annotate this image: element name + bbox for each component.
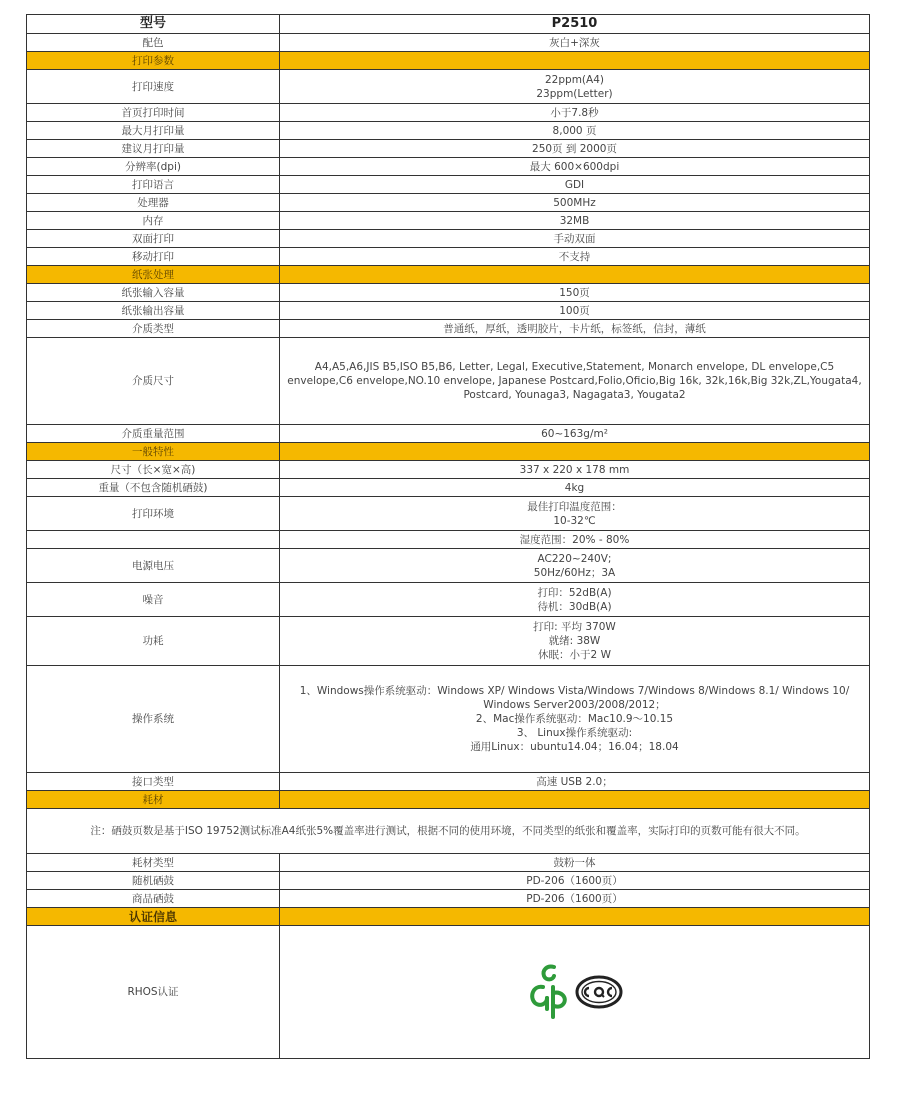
spec-value (280, 497, 870, 531)
spec-row (27, 302, 870, 320)
section-filler (280, 266, 870, 284)
spec-value-line: 2、Mac操作系统驱动：Mac10.9～10.15 (475, 713, 674, 725)
spec-row (27, 890, 870, 908)
spec-value-line: 3、 Linux操作系统驱动: (516, 727, 633, 739)
spec-value (280, 122, 870, 140)
spec-value-line: 4kg (564, 481, 585, 494)
spec-row (27, 666, 870, 773)
spec-label: 耗材类型 (27, 854, 280, 872)
spec-row (27, 531, 870, 549)
spec-label: 介质重量范围 (27, 425, 280, 443)
spec-label: 处理器 (27, 194, 280, 212)
spec-row (27, 549, 870, 583)
spec-value (280, 425, 870, 443)
spec-row (27, 284, 870, 302)
spec-row (27, 104, 870, 122)
spec-value-line: 高速 USB 2.0； (536, 775, 613, 788)
spec-label: 介质类型 (27, 320, 280, 338)
china-environmental-label-icon (527, 963, 571, 1021)
spec-value-line: 打印：52dB(A) (537, 586, 612, 599)
spec-row (27, 320, 870, 338)
spec-label: 最大月打印量 (27, 122, 280, 140)
spec-row (27, 338, 870, 425)
section-title: 打印参数 (27, 52, 280, 70)
spec-label: 双面打印 (27, 230, 280, 248)
spec-value (280, 248, 870, 266)
spec-row (27, 461, 870, 479)
cert-logo-group (286, 963, 863, 1021)
spec-value (280, 872, 870, 890)
spec-row (27, 194, 870, 212)
spec-value-line: 鼓粉一体 (553, 856, 596, 869)
spec-row (27, 583, 870, 617)
spec-row (27, 230, 870, 248)
spec-value (280, 666, 870, 773)
spec-value (280, 549, 870, 583)
spec-value-line: 湿度范围：20% - 80% (519, 533, 630, 546)
spec-value-line: AC220~240V; (537, 552, 612, 565)
spec-label: 商品硒鼓 (27, 890, 280, 908)
spec-table (26, 14, 870, 1059)
section-filler (280, 791, 870, 809)
spec-value (280, 34, 870, 52)
spec-value-line: 150页 (559, 286, 590, 299)
spec-value-line: 250页 到 2000页 (532, 142, 617, 155)
spec-row (27, 158, 870, 176)
spec-label: 纸张输出容量 (27, 302, 280, 320)
section-header-row (27, 443, 870, 461)
header-row (27, 15, 870, 34)
section-filler (280, 908, 870, 926)
spec-label: 打印环境 (27, 497, 280, 531)
spec-row (27, 617, 870, 666)
spec-label: 打印速度 (27, 70, 280, 104)
header-label: 型号 (27, 15, 280, 34)
section-header-row (27, 266, 870, 284)
spec-label: 接口类型 (27, 773, 280, 791)
spec-label: 配色 (27, 34, 280, 52)
spec-value (280, 284, 870, 302)
spec-value-line: 打印: 平均 370W (533, 621, 616, 633)
section-header-row (27, 791, 870, 809)
cert-logos (280, 926, 870, 1059)
spec-value-line: PD-206（1600页） (526, 874, 623, 887)
section-filler (280, 443, 870, 461)
spec-value-line: 最大 600×600dpi (529, 160, 620, 173)
section-header-row (27, 52, 870, 70)
spec-value-line: 通用Linux：ubuntu14.04；16.04；18.04 (470, 741, 679, 753)
spec-label: 噪音 (27, 583, 280, 617)
spec-row (27, 425, 870, 443)
spec-value (280, 212, 870, 230)
spec-value-line: 100页 (559, 304, 590, 317)
spec-value (280, 176, 870, 194)
spec-row (27, 248, 870, 266)
spec-value-line: 10-32℃ (553, 514, 596, 527)
spec-value-line: 32MB (559, 214, 590, 227)
spec-value (280, 854, 870, 872)
spec-label: 重量（不包含随机硒鼓) (27, 479, 280, 497)
spec-label: 首页打印时间 (27, 104, 280, 122)
spec-value-line: 50Hz/60Hz；3A (533, 566, 616, 579)
section-filler (280, 52, 870, 70)
spec-table-body (27, 15, 870, 1059)
spec-value-line: 灰白+深灰 (549, 36, 600, 49)
section-title: 认证信息 (27, 908, 280, 926)
spec-value (280, 70, 870, 104)
spec-value-line: 小于7.8秒 (550, 106, 599, 119)
spec-label: 操作系统 (27, 666, 280, 773)
spec-value-line: 60~163g/m² (541, 427, 608, 440)
spec-label: 电源电压 (27, 549, 280, 583)
spec-value-line: 8,000 页 (552, 124, 597, 137)
spec-label: 功耗 (27, 617, 280, 666)
spec-value (280, 302, 870, 320)
section-header-row (27, 908, 870, 926)
spec-value (280, 479, 870, 497)
spec-value-line: 待机：30dB(A) (537, 600, 612, 613)
spec-row (27, 212, 870, 230)
spec-value (280, 104, 870, 122)
spec-row (27, 34, 870, 52)
spec-value (280, 617, 870, 666)
spec-label: 分辨率(dpi) (27, 158, 280, 176)
spec-value (280, 320, 870, 338)
spec-value-line: 普通纸，厚纸，透明胶片，卡片纸，标签纸，信封，薄纸 (443, 322, 706, 335)
spec-value-line: 500MHz (553, 196, 596, 209)
spec-value-line: 就绪: 38W (548, 635, 601, 647)
spec-value-line: PD-206（1600页） (526, 892, 623, 905)
section-title: 一般特性 (27, 443, 280, 461)
spec-row (27, 773, 870, 791)
note-row (27, 809, 870, 854)
spec-label: 打印语言 (27, 176, 280, 194)
note-text: 注：硒鼓页数是基于ISO 19752测试标准A4纸张5%覆盖率进行测试，根据不同的使用环境，不同类型的纸张和覆盖率，实际打印的页数可能有很大不同。 (27, 809, 870, 854)
spec-value (280, 158, 870, 176)
spec-value-line: 1、Windows操作系统驱动：Windows XP/ Windows Vista/Windows 7/Windows 8/Windows 8.1/ Windows 10/ Windows Server2003/2008/2012； (299, 685, 850, 711)
section-title: 耗材 (27, 791, 280, 809)
spec-row (27, 176, 870, 194)
spec-label: 移动打印 (27, 248, 280, 266)
spec-value-line: GDI (564, 178, 585, 191)
spec-value-line: 22ppm(A4) (545, 73, 604, 86)
spec-value-line: 手动双面 (553, 232, 596, 245)
spec-label: 尺寸（长×宽×高) (27, 461, 280, 479)
spec-label: 建议月打印量 (27, 140, 280, 158)
spec-value (280, 140, 870, 158)
spec-row (27, 140, 870, 158)
spec-value (280, 461, 870, 479)
spec-value-line: 不支持 (558, 250, 591, 263)
spec-value-line: 23ppm(Letter) (536, 87, 613, 100)
spec-value-line: 337 x 220 x 178 mm (519, 463, 630, 476)
spec-value (280, 531, 870, 549)
spec-label (27, 531, 280, 549)
spec-row (27, 854, 870, 872)
spec-value-line: A4,A5,A6,JIS B5,ISO B5,B6, Letter, Legal, Executive,Statement, Monarch envelope, DL envelope,C5 envelope,C6 envelope,NO.10 envelope, Japanese Postcard,Folio,Oficio,Big 16k, 32k,16k,Big 32k,ZL,Yougata4, Postcard, Younaga3, Nagagata3, Yougata2 (287, 361, 862, 401)
spec-label: 随机硒鼓 (27, 872, 280, 890)
spec-value (280, 890, 870, 908)
header-value: P2510 (280, 15, 870, 34)
section-title: 纸张处理 (27, 266, 280, 284)
spec-label: 纸张输入容量 (27, 284, 280, 302)
spec-row (27, 122, 870, 140)
spec-value (280, 583, 870, 617)
spec-value (280, 194, 870, 212)
spec-row (27, 497, 870, 531)
spec-row (27, 70, 870, 104)
spec-row (27, 479, 870, 497)
spec-value-line: 休眠：小于2 W (538, 649, 611, 661)
spec-row (27, 872, 870, 890)
cqc-logo-icon (575, 975, 623, 1009)
spec-label: 内存 (27, 212, 280, 230)
spec-label: 介质尺寸 (27, 338, 280, 425)
spec-value (280, 338, 870, 425)
spec-value (280, 230, 870, 248)
cert-row (27, 926, 870, 1059)
cert-label: RHOS认证 (27, 926, 280, 1059)
spec-value-line: 最佳打印温度范围： (527, 500, 622, 513)
spec-value (280, 773, 870, 791)
